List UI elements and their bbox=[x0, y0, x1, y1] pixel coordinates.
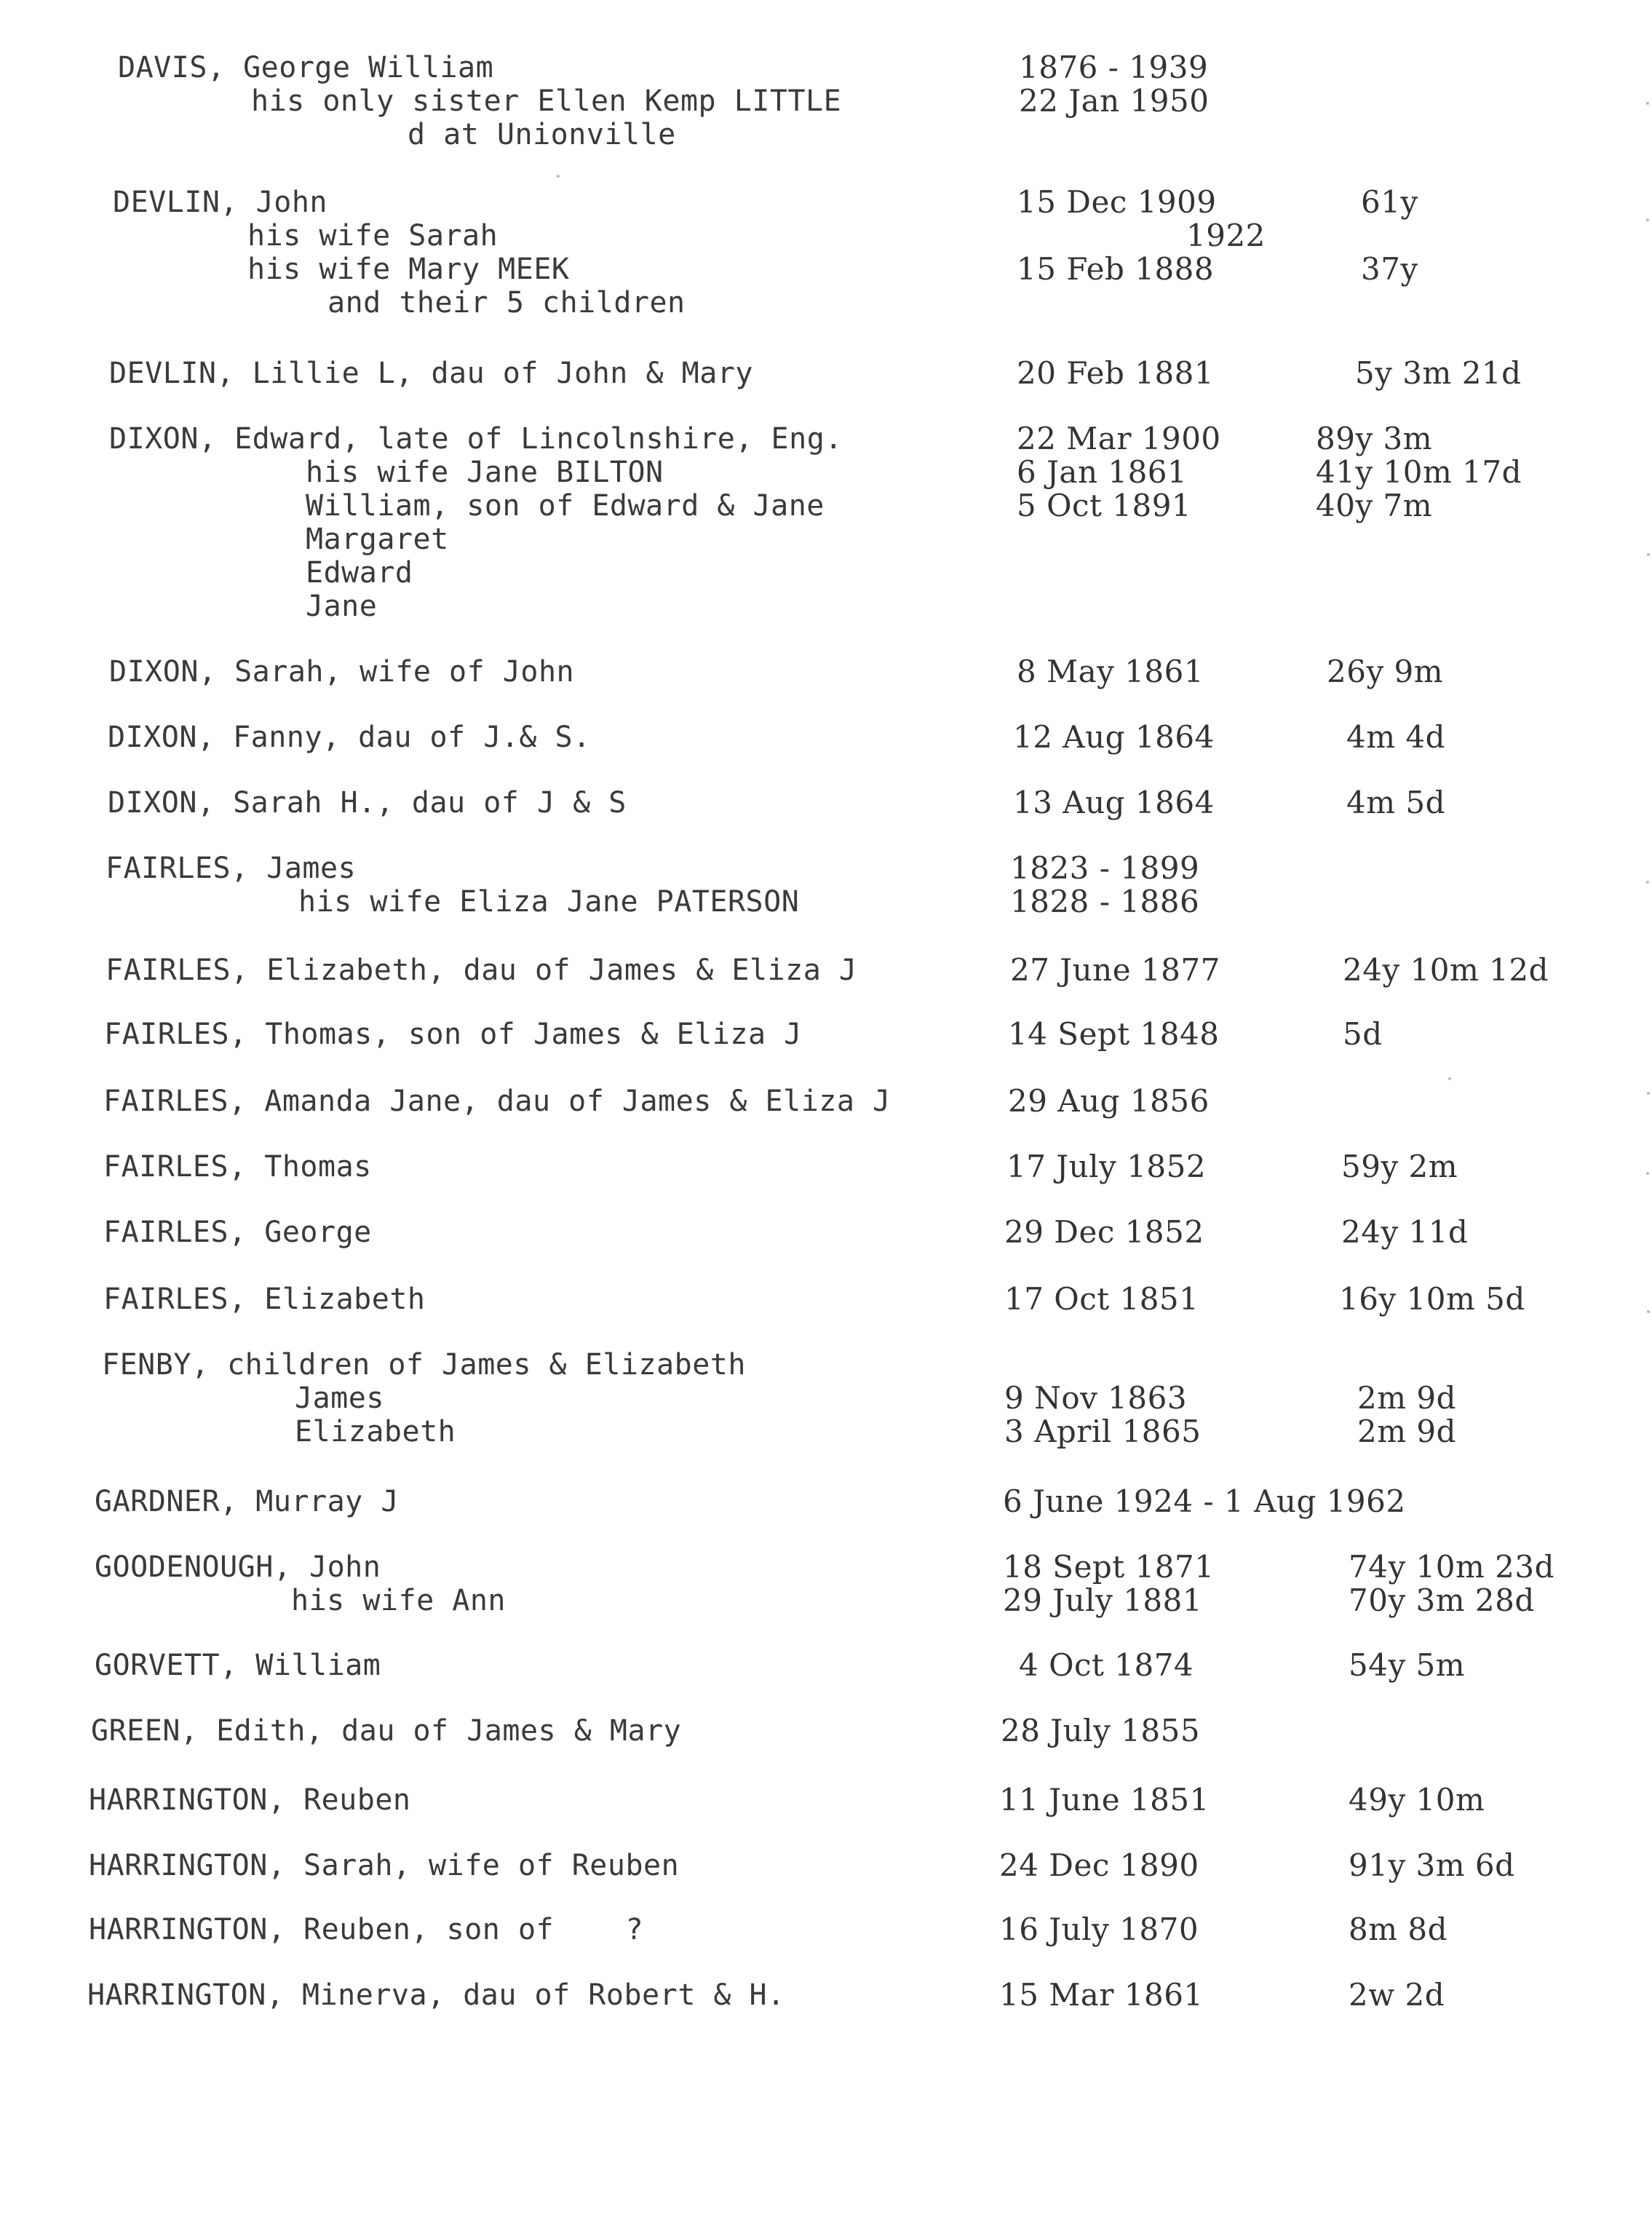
age-at-death: 5y 3m 21d bbox=[1355, 355, 1522, 391]
record-line bbox=[0, 852, 1652, 885]
record-entry bbox=[0, 1714, 1652, 1748]
record-date: 1828 - 1886 bbox=[1010, 884, 1200, 919]
record-line bbox=[0, 721, 1652, 754]
age-at-death: 2m 9d bbox=[1357, 1380, 1457, 1416]
person-name: HARRINGTON, Reuben bbox=[89, 1783, 411, 1817]
person-name: his wife Eliza Jane PATERSON bbox=[298, 885, 800, 919]
record-line bbox=[0, 186, 1652, 219]
record-line bbox=[0, 84, 1652, 118]
age-at-death: 8m 8d bbox=[1349, 1911, 1448, 1947]
person-name: James bbox=[295, 1382, 384, 1415]
person-name: his wife Ann bbox=[291, 1584, 506, 1617]
scan-speck bbox=[1448, 1077, 1451, 1080]
age-at-death: 4m 4d bbox=[1346, 719, 1446, 755]
age-at-death: 24y 10m 12d bbox=[1343, 952, 1549, 988]
person-name: his wife Sarah bbox=[247, 219, 499, 253]
age-at-death: 2m 9d bbox=[1357, 1414, 1457, 1449]
record-line bbox=[0, 1649, 1652, 1682]
age-at-death: 41y 10m 17d bbox=[1316, 454, 1522, 490]
record-date: 5 Oct 1891 bbox=[1017, 488, 1192, 523]
record-line bbox=[0, 523, 1652, 556]
record-date: 15 Dec 1909 bbox=[1017, 184, 1217, 220]
record-date: 4 Oct 1874 bbox=[1019, 1647, 1194, 1683]
record-date: 1922 bbox=[1186, 218, 1266, 253]
age-at-death: 70y 3m 28d bbox=[1349, 1582, 1535, 1618]
record-line bbox=[0, 1348, 1652, 1382]
record-date: 1823 - 1899 bbox=[1010, 850, 1200, 886]
person-name: FAIRLES, Elizabeth bbox=[103, 1283, 426, 1316]
age-at-death: 89y 3m bbox=[1316, 421, 1433, 456]
person-name: GARDNER, Murray J bbox=[95, 1485, 399, 1518]
person-name: Margaret bbox=[306, 523, 449, 556]
person-name: FAIRLES, Elizabeth, dau of James & Eliza J bbox=[106, 954, 857, 987]
record-entry bbox=[0, 1649, 1652, 1682]
person-name: his wife Jane BILTON bbox=[306, 456, 664, 489]
record-date: 6 June 1924 - 1 Aug 1962 bbox=[1003, 1483, 1406, 1519]
person-name: FAIRLES, Thomas bbox=[103, 1150, 372, 1184]
person-name: GORVETT, William bbox=[95, 1649, 381, 1682]
person-name: Jane bbox=[306, 590, 378, 623]
age-at-death: 49y 10m bbox=[1349, 1782, 1485, 1818]
record-date: 20 Feb 1881 bbox=[1017, 355, 1215, 391]
record-date: 29 Aug 1856 bbox=[1008, 1083, 1210, 1119]
person-name: FAIRLES, Thomas, son of James & Eliza J bbox=[104, 1018, 802, 1051]
record-date: 29 July 1881 bbox=[1003, 1582, 1203, 1618]
record-entry bbox=[0, 1783, 1652, 1817]
record-line bbox=[0, 1978, 1652, 2012]
record-line bbox=[0, 556, 1652, 590]
record-entry bbox=[0, 51, 1652, 151]
record-entry bbox=[0, 422, 1652, 623]
person-name: FAIRLES, James bbox=[106, 852, 357, 885]
record-line bbox=[0, 51, 1652, 84]
record-line bbox=[0, 1550, 1652, 1584]
age-at-death: 61y bbox=[1361, 184, 1418, 220]
person-name: DIXON, Sarah H., dau of J & S bbox=[108, 786, 627, 820]
person-name: d at Unionville bbox=[408, 118, 676, 151]
record-entry bbox=[0, 954, 1652, 987]
record-date: 13 Aug 1864 bbox=[1013, 785, 1215, 820]
record-entry bbox=[0, 721, 1652, 754]
record-line bbox=[0, 954, 1652, 987]
record-line bbox=[0, 1150, 1652, 1184]
record-date: 24 Dec 1890 bbox=[999, 1847, 1199, 1883]
person-name: Edward bbox=[306, 556, 413, 590]
person-name: his only sister Ellen Kemp LITTLE bbox=[251, 84, 842, 118]
record-entry bbox=[0, 1485, 1652, 1518]
record-entry bbox=[0, 655, 1652, 689]
age-at-death: 91y 3m 6d bbox=[1349, 1847, 1515, 1883]
record-date: 29 Dec 1852 bbox=[1004, 1214, 1204, 1250]
record-entry bbox=[0, 1849, 1652, 1882]
person-name: Elizabeth bbox=[295, 1415, 456, 1449]
record-date: 14 Sept 1848 bbox=[1008, 1016, 1220, 1052]
record-entry bbox=[0, 852, 1652, 919]
scan-speck bbox=[1647, 553, 1650, 556]
record-date: 12 Aug 1864 bbox=[1013, 719, 1215, 755]
record-date: 11 June 1851 bbox=[999, 1782, 1210, 1818]
person-name: DAVIS, George William bbox=[118, 51, 494, 84]
age-at-death: 26y 9m bbox=[1327, 654, 1444, 689]
record-line bbox=[0, 357, 1652, 390]
age-at-death: 54y 5m bbox=[1349, 1647, 1466, 1683]
record-date: 17 Oct 1851 bbox=[1004, 1281, 1199, 1317]
record-line bbox=[0, 1714, 1652, 1748]
person-name: HARRINGTON, Sarah, wife of Reuben bbox=[89, 1849, 680, 1882]
record-date: 27 June 1877 bbox=[1010, 952, 1220, 988]
record-entry bbox=[0, 1913, 1652, 1946]
record-line bbox=[0, 885, 1652, 919]
record-line bbox=[0, 1584, 1652, 1617]
record-line bbox=[0, 489, 1652, 523]
age-at-death: 2w 2d bbox=[1349, 1977, 1445, 2013]
record-line bbox=[0, 422, 1652, 456]
person-name: and their 5 children bbox=[327, 286, 686, 320]
record-line bbox=[0, 1849, 1652, 1882]
scan-speck bbox=[1646, 881, 1649, 884]
person-name: DEVLIN, Lillie L, dau of John & Mary bbox=[109, 357, 753, 390]
age-at-death: 40y 7m bbox=[1316, 488, 1433, 523]
person-name: DEVLIN, John bbox=[113, 186, 327, 219]
scan-speck bbox=[1646, 218, 1649, 221]
age-at-death: 4m 5d bbox=[1346, 785, 1446, 820]
record-entry bbox=[0, 186, 1652, 320]
record-entry bbox=[0, 1283, 1652, 1316]
record-entry bbox=[0, 1150, 1652, 1184]
person-name: HARRINGTON, Minerva, dau of Robert & H. bbox=[87, 1978, 785, 2012]
record-entry bbox=[0, 357, 1652, 390]
record-entry bbox=[0, 786, 1652, 820]
person-name: GOODENOUGH, John bbox=[95, 1550, 381, 1584]
scan-speck bbox=[1647, 1310, 1650, 1313]
record-entry bbox=[0, 1085, 1652, 1118]
person-name: his wife Mary MEEK bbox=[247, 253, 570, 286]
person-name: GREEN, Edith, dau of James & Mary bbox=[91, 1714, 682, 1748]
person-name: DIXON, Edward, late of Lincolnshire, Eng. bbox=[109, 422, 843, 456]
record-date: 6 Jan 1861 bbox=[1017, 454, 1188, 490]
record-line bbox=[0, 1018, 1652, 1051]
record-line bbox=[0, 590, 1652, 623]
record-line bbox=[0, 118, 1652, 151]
record-entry bbox=[0, 1018, 1652, 1051]
record-date: 17 July 1852 bbox=[1006, 1149, 1207, 1184]
record-line bbox=[0, 1085, 1652, 1118]
record-line bbox=[0, 1783, 1652, 1817]
record-entry bbox=[0, 1550, 1652, 1617]
record-line bbox=[0, 786, 1652, 820]
record-date: 9 Nov 1863 bbox=[1004, 1380, 1188, 1416]
age-at-death: 24y 11d bbox=[1341, 1214, 1469, 1250]
record-date: 22 Jan 1950 bbox=[1019, 83, 1210, 119]
scan-speck bbox=[1646, 1172, 1649, 1175]
record-line bbox=[0, 219, 1652, 253]
record-date: 18 Sept 1871 bbox=[1003, 1549, 1215, 1585]
person-name: DIXON, Fanny, dau of J.& S. bbox=[108, 721, 591, 754]
age-at-death: 59y 2m bbox=[1341, 1149, 1458, 1184]
age-at-death: 37y bbox=[1361, 251, 1418, 287]
age-at-death: 16y 10m 5d bbox=[1339, 1281, 1525, 1317]
age-at-death: 5d bbox=[1343, 1016, 1383, 1052]
age-at-death: 74y 10m 23d bbox=[1349, 1549, 1554, 1585]
record-date: 8 May 1861 bbox=[1017, 654, 1204, 689]
record-date: 28 July 1855 bbox=[1001, 1713, 1201, 1748]
person-name: DIXON, Sarah, wife of John bbox=[109, 655, 575, 689]
record-date: 1876 - 1939 bbox=[1019, 49, 1209, 85]
scan-speck bbox=[1646, 102, 1649, 105]
record-date: 15 Feb 1888 bbox=[1017, 251, 1215, 287]
scan-speck bbox=[1647, 1092, 1650, 1095]
record-line bbox=[0, 655, 1652, 689]
record-date: 16 July 1870 bbox=[999, 1911, 1199, 1947]
record-line bbox=[0, 1913, 1652, 1946]
person-name: William, son of Edward & Jane bbox=[306, 489, 825, 523]
record-entry bbox=[0, 1348, 1652, 1449]
record-line bbox=[0, 1283, 1652, 1316]
record-line bbox=[0, 1382, 1652, 1415]
person-name: FENBY, children of James & Elizabeth bbox=[102, 1348, 746, 1382]
record-entry bbox=[0, 1978, 1652, 2012]
person-name: FAIRLES, George bbox=[103, 1216, 372, 1249]
record-line bbox=[0, 253, 1652, 286]
record-date: 22 Mar 1900 bbox=[1017, 421, 1221, 456]
record-line bbox=[0, 1485, 1652, 1518]
record-date: 3 April 1865 bbox=[1004, 1414, 1202, 1449]
record-line bbox=[0, 1415, 1652, 1449]
record-line bbox=[0, 286, 1652, 320]
person-name: FAIRLES, Amanda Jane, dau of James & Eliza J bbox=[103, 1085, 891, 1118]
record-line bbox=[0, 456, 1652, 489]
record-entry bbox=[0, 1216, 1652, 1249]
person-name: HARRINGTON, Reuben, son of ? bbox=[89, 1913, 644, 1946]
record-date: 15 Mar 1861 bbox=[999, 1977, 1204, 2013]
scan-speck bbox=[557, 175, 560, 178]
record-line bbox=[0, 1216, 1652, 1249]
